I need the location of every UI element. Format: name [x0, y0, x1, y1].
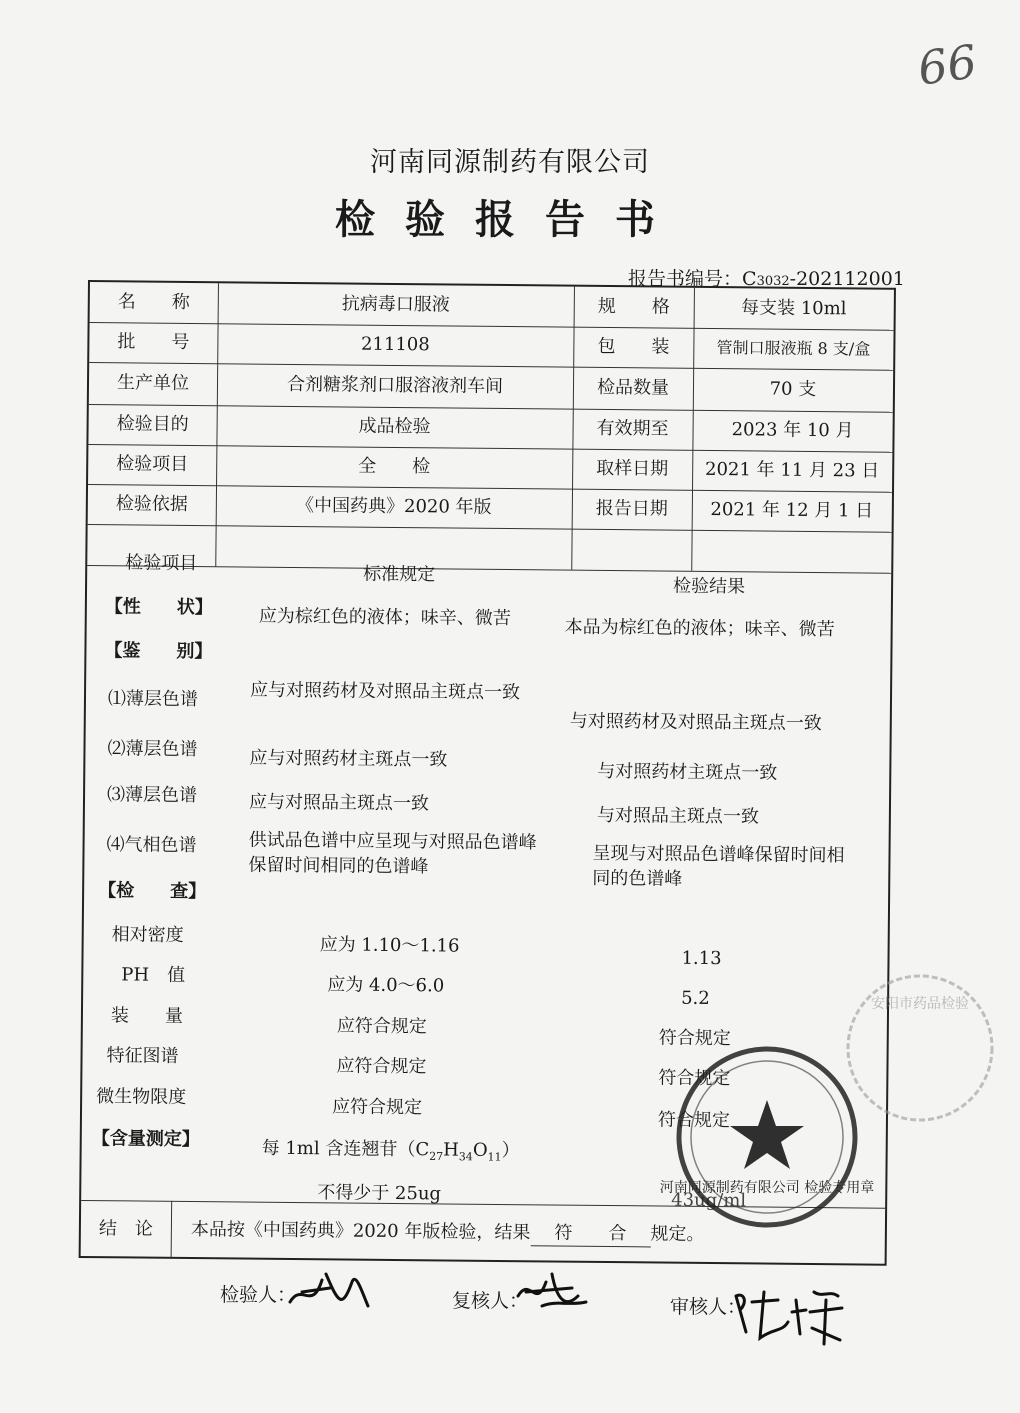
name-label: 名 称 [117, 291, 190, 313]
conclusion-text [191, 1217, 705, 1248]
purpose-value: 成品检验 [358, 415, 431, 438]
results-header-standard: 标准规定 [363, 563, 436, 586]
conclusion-prefix: 本品按《中国药典》2020 年版检验，结果 [190, 1219, 531, 1244]
rule [87, 565, 891, 574]
filling-result: 符合规定 [658, 1027, 731, 1050]
tlc3-label: ⑶薄层色谱 [106, 784, 198, 807]
assay-standard [262, 1136, 520, 1165]
approver-label: 审核人： [670, 1296, 747, 1318]
item-label: 检验项目 [116, 453, 189, 475]
secondary-seal-text: 安阳市药品检验 [871, 996, 969, 1012]
expiry-label: 有效期至 [596, 417, 669, 440]
formula-end: ） [501, 1140, 520, 1162]
producer-label: 生产单位 [116, 372, 190, 394]
name-value: 抗病毒口服液 [341, 293, 450, 316]
assay-standard-line2: 不得少于 25ug [317, 1182, 442, 1205]
filling-label: 装 量 [110, 1005, 184, 1027]
assay-label: 【含量测定】 [91, 1128, 200, 1151]
ph-result: 5.2 [681, 987, 710, 1010]
character-standard: 应为棕红色的液体；味辛、微苦 [258, 605, 511, 630]
batch-label: 批 号 [117, 331, 190, 353]
density-standard: 应为 1.10～1.16 [319, 934, 460, 957]
fingerprint-label: 特征图谱 [106, 1045, 179, 1067]
ph-standard: 应为 4.0～6.0 [327, 974, 445, 997]
company-name: 河南同源制药有限公司 [370, 147, 650, 178]
qty-label: 检品数量 [596, 376, 670, 399]
density-label: 相对密度 [111, 924, 184, 946]
spec-value: 每支装 10ml [740, 297, 847, 320]
conclusion-label: 结 论 [98, 1217, 153, 1240]
producer-value: 合剂糖浆剂口服溶液剂车间 [286, 373, 504, 397]
sampling-label: 取样日期 [596, 457, 669, 480]
results-header-result: 检验结果 [672, 575, 746, 598]
results-header-item: 检验项目 [125, 552, 198, 575]
fingerprint-standard: 应符合规定 [336, 1055, 427, 1078]
report-number-prefix: C [742, 268, 757, 290]
inspection-label: 【检 查】 [98, 880, 207, 903]
tlc2-label: ⑵薄层色谱 [107, 738, 198, 761]
page-number: 66 [914, 34, 981, 96]
microbial-result: 符合规定 [657, 1109, 731, 1132]
spec-label: 规 格 [597, 295, 670, 318]
tlc1-result: 与对照药材及对照品主斑点一致 [569, 710, 822, 735]
density-result: 1.13 [681, 947, 722, 970]
seal-text: 河南同源制药有限公司 检验专用章 [659, 1180, 875, 1196]
microbial-standard: 应符合规定 [331, 1096, 423, 1119]
filling-standard: 应符合规定 [336, 1015, 427, 1038]
approver-signature [730, 1282, 850, 1352]
secondary-seal [820, 968, 990, 1118]
gc4-label: ⑷气相色谱 [106, 834, 197, 857]
report-date-value: 2021 年 12 月 1 日 [710, 498, 874, 522]
microbial-label: 微生物限度 [96, 1086, 187, 1108]
pack-value: 管制口服液瓶 8 支/盒 [716, 338, 871, 359]
purpose-label: 检验目的 [116, 413, 189, 435]
formula-c-sub: 27 [429, 1149, 444, 1164]
reviewer-label: 复核人： [452, 1290, 529, 1312]
report-date-label: 报告日期 [595, 497, 668, 520]
reviewer-signature [512, 1266, 592, 1320]
tlc1-standard: 应与对照药材及对照品主斑点一致 [249, 679, 521, 704]
conclusion-suffix: 规定。 [650, 1223, 705, 1245]
inspector-signature [282, 1262, 372, 1322]
tlc2-standard: 应与对照药材主斑点一致 [249, 747, 448, 771]
character-result: 本品为棕红色的液体；味辛、微苦 [564, 616, 835, 641]
fingerprint-result: 符合规定 [658, 1067, 731, 1090]
report-number-value: -202112001 [789, 268, 905, 290]
formula-o-sub: 11 [487, 1150, 502, 1164]
document-title: 检验报告书 [335, 196, 685, 243]
tlc3-result: 与对照品主斑点一致 [596, 804, 759, 828]
batch-value: 211108 [360, 333, 430, 356]
item-value: 全 检 [358, 455, 431, 478]
tlc3-standard: 应与对照品主斑点一致 [248, 791, 430, 815]
identification-label: 【鉴 别】 [104, 640, 213, 663]
ph-label: PH 值 [121, 964, 186, 986]
gc4-result: 呈现与对照品色谱峰保留时间相同的色谱峰 [592, 842, 845, 890]
tlc2-result: 与对照药材主斑点一致 [597, 760, 778, 784]
formula-o: O [472, 1139, 488, 1161]
report-number-label: 报告书编号： [628, 268, 743, 290]
expiry-value: 2023 年 10 月 [731, 419, 854, 442]
pack-label: 包 装 [597, 335, 670, 358]
formula-h: H [443, 1139, 459, 1161]
basis-value: 《中国药典》2020 年版 [295, 494, 492, 518]
character-label: 【性 状】 [104, 596, 213, 619]
sampling-value: 2021 年 11 月 23 日 [704, 458, 880, 482]
tlc1-label: ⑴薄层色谱 [107, 688, 199, 711]
qty-value: 70 支 [769, 378, 817, 400]
formula-h-sub: 34 [458, 1150, 473, 1164]
assay-result: 43ug/ml [671, 1189, 747, 1212]
gc4-standard: 供试品色谱中应呈现与对照品色谱峰保留时间相同的色谱峰 [248, 829, 537, 878]
inspector-label: 检验人： [220, 1284, 297, 1306]
basis-label: 检验依据 [115, 493, 188, 515]
assay-standard-prefix: 每 1ml 含连翘苷（C [261, 1137, 430, 1161]
conclusion-verdict: 符 合 [530, 1220, 650, 1247]
report-number-sub: 3032 [756, 274, 790, 289]
